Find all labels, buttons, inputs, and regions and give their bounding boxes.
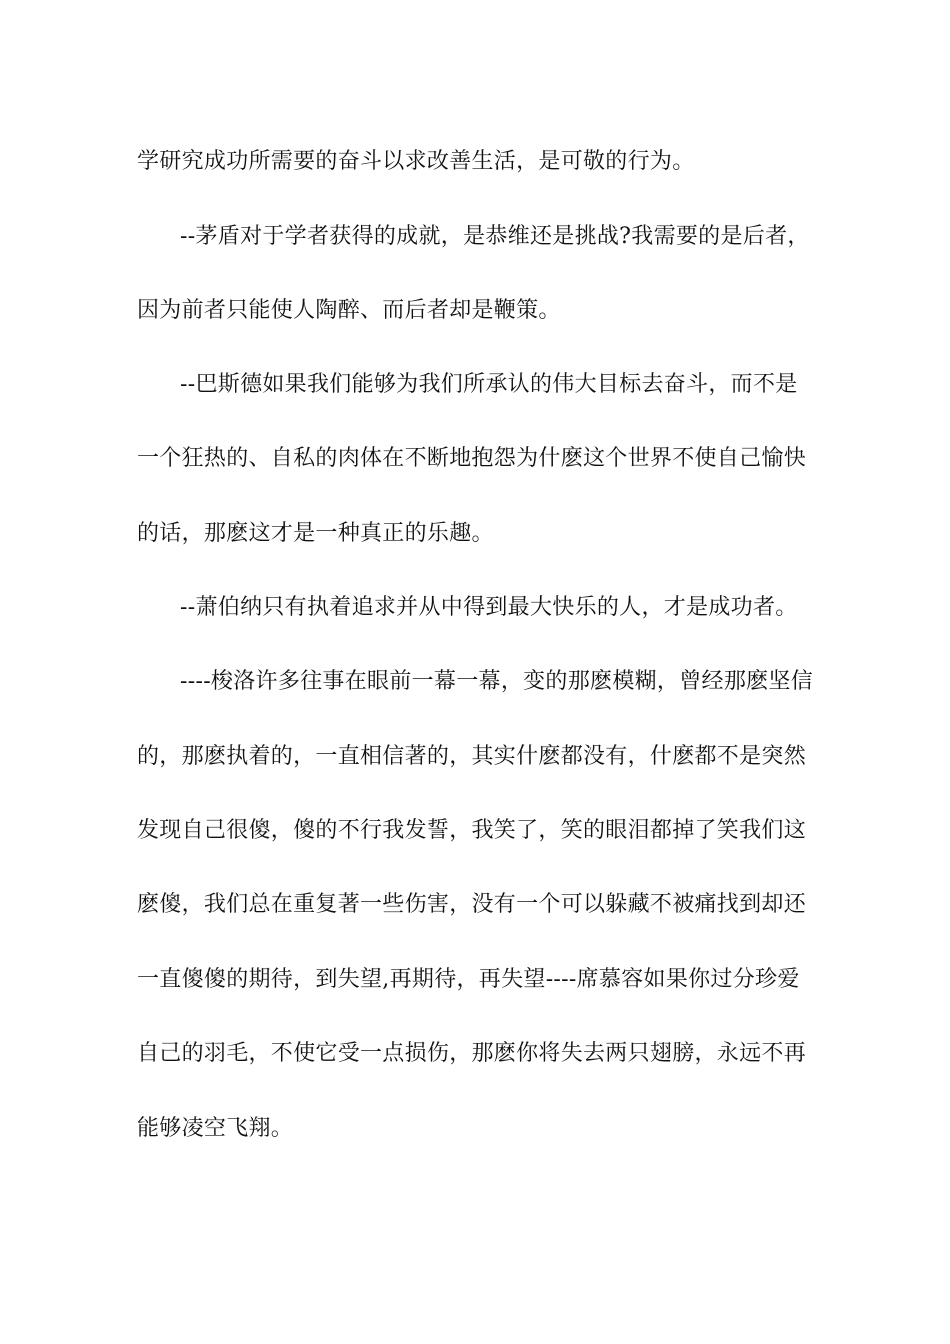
text-line: 一个狂热的、自私的肉体在不断地抱怨为什麽这个世界不使自己愉快 (137, 446, 807, 471)
text-line: --茅盾对于学者获得的成就，是恭维还是挑战?我需要的是后者， (180, 224, 810, 249)
text-line: 的话，那麽这才是一种真正的乐趣。 (137, 521, 494, 546)
text-line: 麽傻，我们总在重复著一些伤害，没有一个可以躲藏不被痛找到却还 (137, 892, 807, 917)
text-line: ----梭洛许多往事在眼前一幕一幕，变的那麽模糊，曾经那麽坚信 (180, 669, 814, 694)
text-line: 自己的羽毛，不使它受一点损伤，那麽你将失去两只翅膀，永远不再 (137, 1041, 807, 1066)
text-line: 学研究成功所需要的奋斗以求改善生活，是可敬的行为。 (137, 149, 695, 174)
text-line: 因为前者只能使人陶醉、而后者却是鞭策。 (137, 298, 561, 323)
text-line: 一直傻傻的期待，到失望,再期待，再失望----席慕容如果你过分珍爱 (137, 967, 800, 992)
text-line: --萧伯纳只有执着追求并从中得到最大快乐的人，才是成功者。 (180, 595, 798, 620)
text-line: 的，那麽执着的，一直相信著的，其实什麽都没有，什麽都不是突然 (137, 744, 807, 769)
text-line: 发现自己很傻，傻的不行我发誓，我笑了，笑的眼泪都掉了笑我们这 (137, 818, 807, 843)
text-line: 能够凌空飞翔。 (137, 1116, 294, 1141)
text-line: --巴斯德如果我们能够为我们所承认的伟大目标去奋斗，而不是 (180, 372, 798, 397)
